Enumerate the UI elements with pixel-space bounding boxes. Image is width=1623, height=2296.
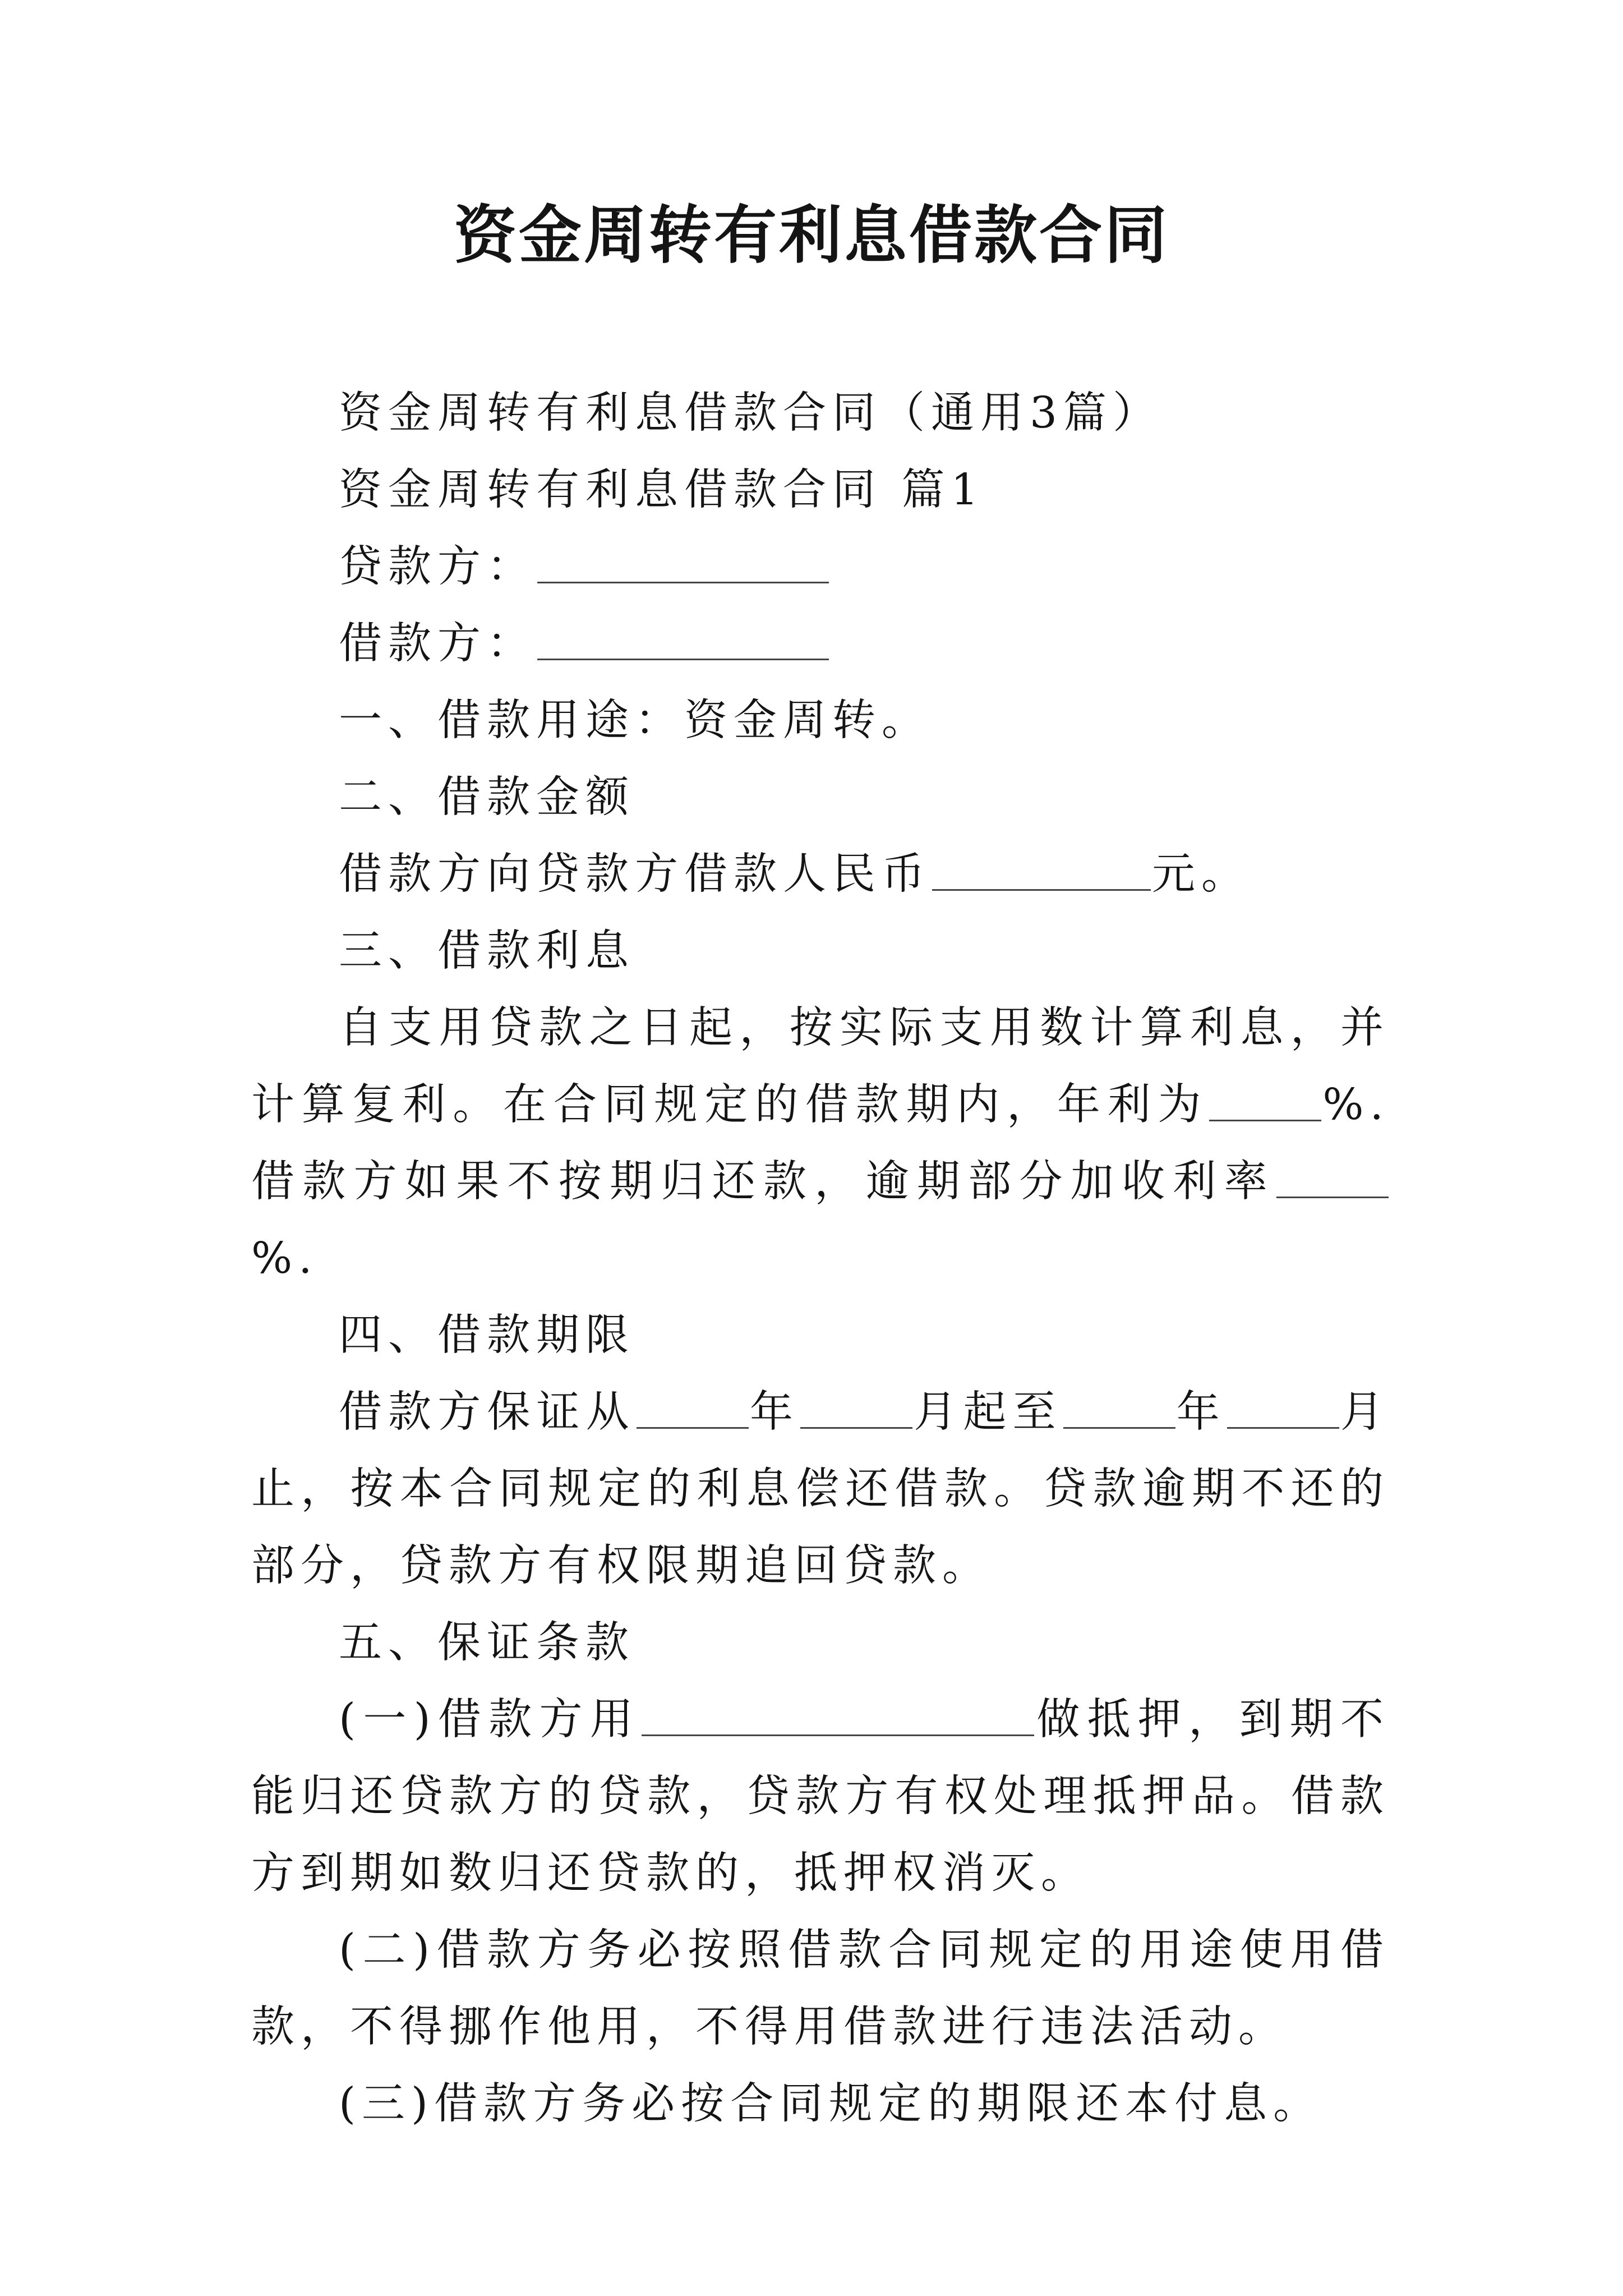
- overdue-rate-blank: [1276, 1157, 1389, 1198]
- end-month-blank: [1227, 1388, 1339, 1429]
- amount-blank: [932, 850, 1151, 891]
- section-2-heading: 二、借款金额: [339, 772, 635, 822]
- lender-label: 贷款方：: [339, 542, 536, 592]
- section-4-heading: 四、借款期限: [339, 1310, 635, 1360]
- clause-5-2: (二)借款方务必按照借款合同规定的用途使用借款，不得挪作他用，不得用借款进行违法活动。: [251, 1925, 1390, 2052]
- start-month-blank: [800, 1388, 912, 1429]
- start-year-blank: [637, 1388, 749, 1429]
- section-2-text: [251, 836, 1390, 913]
- document-title: 资金周转有利息借款合同: [454, 199, 1169, 272]
- clause-5-3: (三)借款方务必按合同规定的期限还本付息。: [339, 2079, 1323, 2129]
- document-body: [251, 375, 1390, 2142]
- collateral-text-a: (一)借款方用: [339, 1695, 641, 1745]
- section-3-text: [251, 990, 1390, 1297]
- borrower-label: 借款方：: [339, 619, 536, 669]
- borrower-blank: [537, 619, 829, 660]
- amount-text: 借款方向贷款方借款人民币: [339, 849, 931, 899]
- year-label-1: 年: [749, 1387, 800, 1437]
- lender-blank: [537, 542, 829, 583]
- section-1: 一、借款用途：资金周转。: [339, 696, 931, 746]
- term-text-b: 月止，按本合同规定的利息偿还借款。贷款逾期不还的部分，贷款方有权限期追回贷款。: [251, 1387, 1390, 1591]
- collateral-blank: [642, 1695, 1034, 1736]
- term-text-a: 借款方保证从: [339, 1387, 635, 1437]
- borrower-line: [251, 605, 1390, 682]
- section-5-heading: 五、保证条款: [339, 1618, 635, 1668]
- interest-text-c: %.: [251, 1234, 319, 1283]
- interest-text-a: 自支用贷款之日起，按实际支用数计算利息，并计算复利。在合同规定的借款期内，年利为: [251, 1003, 1390, 1130]
- section-4-text: [251, 1374, 1390, 1604]
- collateral-text-b: 做抵押，到期不能归还贷款方的贷款，贷款方有权处理抵押品。借款方到期如数归还贷款的，抵押权消灭。: [251, 1695, 1390, 1898]
- amount-unit: 元。: [1152, 849, 1251, 899]
- annual-rate-blank: [1209, 1080, 1321, 1121]
- interest-text-b: %.借款方如果不按期归还款，逾期部分加收利率: [251, 1080, 1390, 1207]
- document-subtitle: 资金周转有利息借款合同（通用3篇）: [339, 388, 1162, 438]
- lender-line: [251, 528, 1390, 605]
- part-heading: 资金周转有利息借款合同 篇1: [339, 465, 985, 515]
- month-label-1: 月起至: [914, 1387, 1062, 1437]
- clause-5-1: [251, 1681, 1390, 1912]
- section-3-heading: 三、借款利息: [339, 926, 635, 976]
- year-label-2: 年: [1176, 1387, 1226, 1437]
- end-year-blank: [1063, 1388, 1175, 1429]
